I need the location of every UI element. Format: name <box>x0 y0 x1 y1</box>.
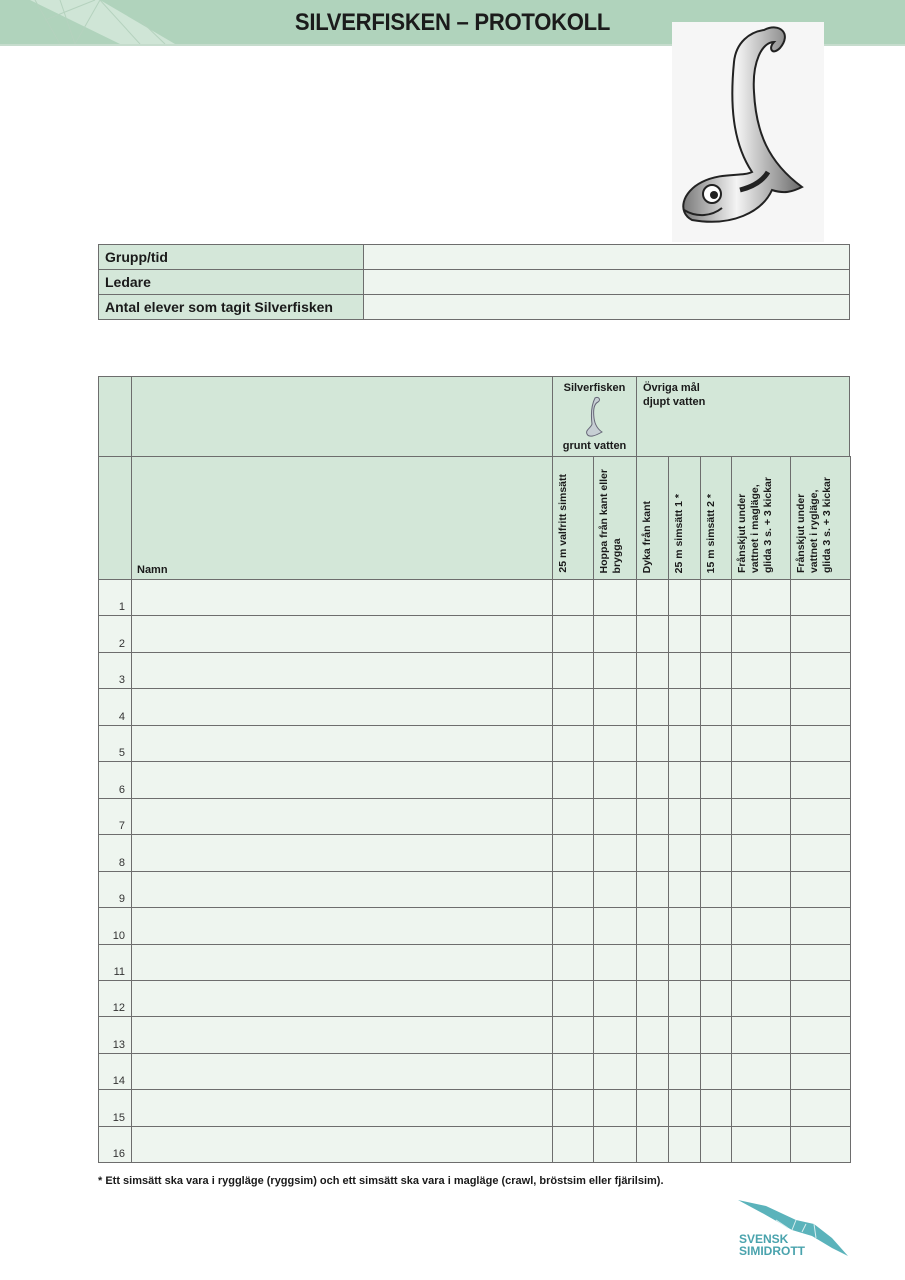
footnote: * Ett simsätt ska vara i ryggläge (ryggsim) och ett simsätt ska vara i magläge (crawl, bröstsim eller fjärilsim). <box>98 1175 664 1187</box>
name-field[interactable] <box>131 1089 553 1127</box>
checkbox-cell[interactable] <box>636 761 669 799</box>
checkbox-cell[interactable] <box>552 579 594 616</box>
checkbox-cell[interactable] <box>700 579 732 616</box>
checkbox-cell[interactable] <box>790 798 851 835</box>
header-corner <box>98 376 132 457</box>
name-field[interactable] <box>131 761 553 799</box>
checkbox-cell[interactable] <box>636 615 669 653</box>
checkbox-cell[interactable] <box>790 944 851 981</box>
checkbox-cell[interactable] <box>731 1126 791 1163</box>
checkbox-cell[interactable] <box>593 688 637 726</box>
name-field[interactable] <box>131 980 553 1017</box>
checkbox-cell[interactable] <box>593 579 637 616</box>
checkbox-cell[interactable] <box>668 834 701 872</box>
table-row-number-cell <box>98 615 132 653</box>
checkbox-cell[interactable] <box>668 1089 701 1127</box>
checkbox-cell[interactable] <box>700 725 732 762</box>
checkbox-cell[interactable] <box>593 1016 637 1054</box>
row-number: 10 <box>112 930 125 942</box>
checkbox-cell[interactable] <box>700 1016 732 1054</box>
checkbox-cell[interactable] <box>636 725 669 762</box>
column-header <box>731 456 791 580</box>
checkbox-cell[interactable] <box>552 1016 594 1054</box>
column-header-label <box>673 494 686 573</box>
row-number: 12 <box>112 1002 125 1014</box>
checkbox-cell[interactable] <box>790 834 851 872</box>
checkbox-cell[interactable] <box>636 980 669 1017</box>
checkbox-cell[interactable] <box>700 907 732 945</box>
checkbox-cell[interactable] <box>668 1016 701 1054</box>
column-header-line: Frånskjut under <box>795 493 807 573</box>
column-header <box>700 456 732 580</box>
checkbox-cell[interactable] <box>700 798 732 835</box>
checkbox-cell[interactable] <box>668 907 701 945</box>
checkbox-cell[interactable] <box>790 579 851 616</box>
checkbox-cell[interactable] <box>636 579 669 616</box>
checkbox-cell[interactable] <box>593 761 637 799</box>
row-number: 6 <box>118 784 125 796</box>
column-header-line: Hoppa från kant eller <box>598 468 610 573</box>
table-row-number-cell <box>98 688 132 726</box>
checkbox-cell[interactable] <box>552 907 594 945</box>
checkbox-cell[interactable] <box>552 615 594 653</box>
table-row-number-cell <box>98 1053 132 1090</box>
logo-line-2: SIMIDROTT <box>739 1244 805 1258</box>
table-row-number-cell <box>98 725 132 762</box>
table-row-number-cell <box>98 834 132 872</box>
checkbox-cell[interactable] <box>636 907 669 945</box>
table-row-number-cell <box>98 798 132 835</box>
checkbox-cell[interactable] <box>593 652 637 689</box>
checkbox-cell[interactable] <box>731 834 791 872</box>
checkbox-cell[interactable] <box>668 980 701 1017</box>
row-number: 13 <box>112 1039 125 1051</box>
checkbox-cell[interactable] <box>790 980 851 1017</box>
checkbox-cell[interactable] <box>700 761 732 799</box>
name-field[interactable] <box>131 944 553 981</box>
checkbox-cell[interactable] <box>731 615 791 653</box>
checkbox-cell[interactable] <box>552 871 594 908</box>
column-header-line: 15 m simsätt 2 * <box>705 493 717 573</box>
checkbox-cell[interactable] <box>668 1126 701 1163</box>
info-table <box>98 244 850 320</box>
checkbox-cell[interactable] <box>700 980 732 1017</box>
row-number: 9 <box>118 893 125 905</box>
checkbox-cell[interactable] <box>552 834 594 872</box>
checkbox-cell[interactable] <box>593 725 637 762</box>
checkbox-cell[interactable] <box>731 798 791 835</box>
table-row-number-cell <box>98 652 132 689</box>
checkbox-cell[interactable] <box>593 871 637 908</box>
name-field[interactable] <box>131 579 553 616</box>
checkbox-cell[interactable] <box>790 907 851 945</box>
checkbox-cell[interactable] <box>731 907 791 945</box>
column-header-line: glida 3 s. + 3 kickar <box>762 476 774 573</box>
checkbox-cell[interactable] <box>636 1053 669 1090</box>
name-field[interactable] <box>131 725 553 762</box>
checkbox-cell[interactable] <box>731 980 791 1017</box>
checkbox-cell[interactable] <box>593 1053 637 1090</box>
name-field[interactable] <box>131 834 553 872</box>
header-name <box>131 456 553 580</box>
column-header <box>552 456 594 580</box>
checkbox-cell[interactable] <box>552 798 594 835</box>
checkbox-cell[interactable] <box>636 688 669 726</box>
checkbox-cell[interactable] <box>731 1053 791 1090</box>
checkbox-cell[interactable] <box>552 761 594 799</box>
column-header-line: vattnet i rygläge, <box>808 489 820 573</box>
column-header-line: brygga <box>611 537 623 573</box>
logo-text <box>739 1233 805 1257</box>
checkbox-cell[interactable] <box>700 688 732 726</box>
row-number: 2 <box>118 638 125 650</box>
row-number: 16 <box>112 1148 125 1160</box>
checkbox-cell[interactable] <box>668 579 701 616</box>
checkbox-cell[interactable] <box>636 1016 669 1054</box>
column-header-label <box>598 469 624 573</box>
checkbox-cell[interactable] <box>636 944 669 981</box>
logo-line-1: SVENSK <box>739 1232 789 1246</box>
column-header-line: vattnet i magläge, <box>749 484 761 573</box>
group-time-field[interactable] <box>364 245 850 270</box>
table-row-number-cell <box>98 980 132 1017</box>
silverfish-mascot-icon <box>672 22 824 242</box>
column-header-label <box>557 474 570 573</box>
checkbox-cell[interactable] <box>700 1126 732 1163</box>
checkbox-cell[interactable] <box>668 761 701 799</box>
checkbox-cell[interactable] <box>700 834 732 872</box>
checkbox-cell[interactable] <box>790 652 851 689</box>
checkbox-cell[interactable] <box>731 1016 791 1054</box>
table-row-number-cell <box>98 1126 132 1163</box>
column-header-label <box>736 477 775 573</box>
checkbox-cell[interactable] <box>636 798 669 835</box>
checkbox-cell[interactable] <box>790 1053 851 1090</box>
checkbox-cell[interactable] <box>731 944 791 981</box>
column-header-line: 25 m simsätt 1 * <box>673 493 685 573</box>
row-number: 7 <box>118 820 125 832</box>
checkbox-cell[interactable] <box>552 1126 594 1163</box>
checkbox-cell[interactable] <box>552 1089 594 1127</box>
row-number: 15 <box>112 1112 125 1124</box>
checkbox-cell[interactable] <box>668 615 701 653</box>
checkbox-cell[interactable] <box>593 980 637 1017</box>
checkbox-cell[interactable] <box>668 944 701 981</box>
table-row-number-cell <box>98 1089 132 1127</box>
checkbox-cell[interactable] <box>593 1126 637 1163</box>
checkbox-cell[interactable] <box>552 725 594 762</box>
group-silverfisken-subtitle: grunt vatten <box>562 440 627 452</box>
checkbox-cell[interactable] <box>552 652 594 689</box>
checkbox-cell[interactable] <box>700 1053 732 1090</box>
column-header <box>790 456 851 580</box>
info-label-group-time: Grupp/tid <box>99 245 364 270</box>
checkbox-cell[interactable] <box>552 980 594 1017</box>
name-field[interactable] <box>131 615 553 653</box>
column-header-line: 25 m valfritt simsätt <box>557 474 569 573</box>
column-header-line: Frånskjut under <box>736 493 748 573</box>
checkbox-cell[interactable] <box>731 871 791 908</box>
name-column-header: Namn <box>137 564 168 576</box>
checkbox-cell[interactable] <box>593 1089 637 1127</box>
checkbox-cell[interactable] <box>790 1016 851 1054</box>
table-row-number-cell <box>98 579 132 616</box>
column-header-label <box>641 501 654 573</box>
info-label-student-count: Antal elever som tagit Silverfisken <box>99 295 364 320</box>
table-row-number-cell <box>98 761 132 799</box>
header-group-silverfisken <box>552 376 637 457</box>
row-number: 5 <box>118 747 125 759</box>
checkbox-cell[interactable] <box>790 1089 851 1127</box>
checkbox-cell[interactable] <box>700 615 732 653</box>
group-ovriga-title: Övriga mål <box>643 382 700 394</box>
checkbox-cell[interactable] <box>668 1053 701 1090</box>
checkbox-cell[interactable] <box>593 834 637 872</box>
checkbox-cell[interactable] <box>636 834 669 872</box>
checkbox-cell[interactable] <box>700 871 732 908</box>
checkbox-cell[interactable] <box>700 944 732 981</box>
header-name-top <box>131 376 553 457</box>
table-row-number-cell <box>98 907 132 945</box>
table-row-number-cell <box>98 1016 132 1054</box>
checkbox-cell[interactable] <box>593 907 637 945</box>
checkbox-cell[interactable] <box>790 871 851 908</box>
checkbox-cell[interactable] <box>593 944 637 981</box>
student-count-field[interactable] <box>364 295 850 320</box>
row-number: 11 <box>113 966 125 978</box>
checkbox-cell[interactable] <box>731 688 791 726</box>
checkbox-cell[interactable] <box>790 688 851 726</box>
checkbox-cell[interactable] <box>668 688 701 726</box>
info-label-leader: Ledare <box>99 270 364 295</box>
row-number: 8 <box>118 857 125 869</box>
checkbox-cell[interactable] <box>636 1126 669 1163</box>
name-field[interactable] <box>131 907 553 945</box>
header-group-ovriga <box>636 376 850 457</box>
checkbox-cell[interactable] <box>731 579 791 616</box>
checkbox-cell[interactable] <box>790 615 851 653</box>
checkbox-cell[interactable] <box>790 1126 851 1163</box>
row-number: 1 <box>118 601 125 613</box>
table-row-number-cell <box>98 871 132 908</box>
checkbox-cell[interactable] <box>731 652 791 689</box>
page-title: SILVERFISKEN – PROTOKOLL <box>294 9 611 36</box>
checkbox-cell[interactable] <box>700 652 732 689</box>
column-header-line: Dyka från kant <box>641 500 653 573</box>
checkbox-cell[interactable] <box>731 761 791 799</box>
name-field[interactable] <box>131 1016 553 1054</box>
checkbox-cell[interactable] <box>790 761 851 799</box>
name-field[interactable] <box>131 871 553 908</box>
checkbox-cell[interactable] <box>636 871 669 908</box>
leader-field[interactable] <box>364 270 850 295</box>
name-field[interactable] <box>131 652 553 689</box>
checkbox-cell[interactable] <box>593 615 637 653</box>
checkbox-cell[interactable] <box>731 1089 791 1127</box>
small-silverfish-icon <box>585 396 603 438</box>
name-field[interactable] <box>131 688 553 726</box>
row-number: 4 <box>118 711 125 723</box>
column-header-label <box>705 494 718 573</box>
checkbox-cell[interactable] <box>668 798 701 835</box>
checkbox-cell[interactable] <box>593 798 637 835</box>
checkbox-cell[interactable] <box>700 1089 732 1127</box>
checkbox-cell[interactable] <box>731 725 791 762</box>
row-number: 3 <box>118 674 125 686</box>
checkbox-cell[interactable] <box>552 944 594 981</box>
name-field[interactable] <box>131 1126 553 1163</box>
column-header-label <box>795 477 834 573</box>
checkbox-cell[interactable] <box>790 725 851 762</box>
checkbox-cell[interactable] <box>668 725 701 762</box>
column-header <box>636 456 669 580</box>
checkbox-cell[interactable] <box>636 652 669 689</box>
protocol-table <box>98 376 850 1163</box>
checkbox-cell[interactable] <box>552 1053 594 1090</box>
column-header-line: glida 3 s. + 3 kickar <box>821 476 833 573</box>
header-number <box>98 456 132 580</box>
row-number: 14 <box>112 1075 125 1087</box>
checkbox-cell[interactable] <box>668 871 701 908</box>
name-field[interactable] <box>131 1053 553 1090</box>
column-header <box>593 456 637 580</box>
name-field[interactable] <box>131 798 553 835</box>
checkbox-cell[interactable] <box>552 688 594 726</box>
group-silverfisken-title: Silverfisken <box>563 382 626 394</box>
checkbox-cell[interactable] <box>636 1089 669 1127</box>
group-ovriga-subtitle: djupt vatten <box>643 396 706 408</box>
table-row-number-cell <box>98 944 132 981</box>
checkbox-cell[interactable] <box>668 652 701 689</box>
column-header <box>668 456 701 580</box>
